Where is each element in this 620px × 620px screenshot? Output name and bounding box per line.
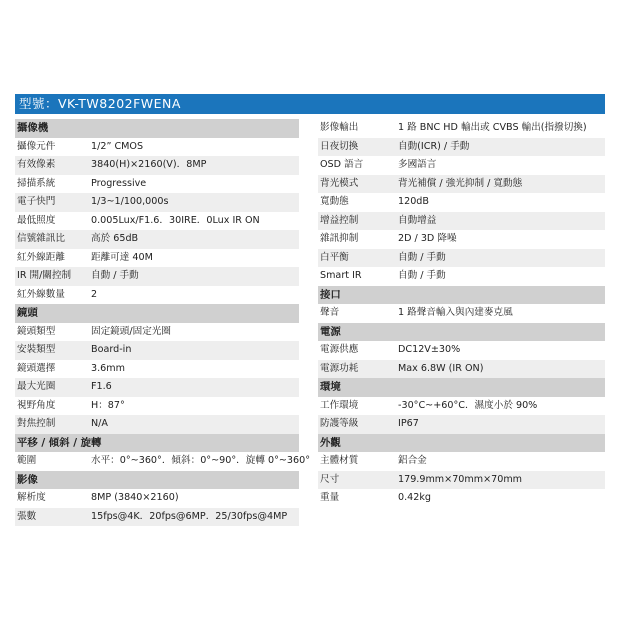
spec-value: 自動 / 手動: [398, 270, 446, 281]
spec-label: 鏡頭類型: [17, 325, 56, 337]
spec-label: 視野角度: [17, 399, 56, 411]
spec-value: N/A: [91, 418, 108, 429]
spec-row: [318, 341, 605, 360]
spec-row: [318, 193, 605, 212]
spec-row: [318, 267, 605, 286]
spec-value: 179.9mm×70mm×70mm: [398, 473, 523, 485]
spec-label: 寬動態: [320, 196, 349, 207]
spec-row: [318, 360, 605, 379]
spec-value: DC12V±30%: [398, 344, 461, 355]
spec-label: 電源供應: [320, 344, 359, 355]
spec-row: [318, 397, 605, 416]
spec-value: 背光補償 / 強光抑制 / 寬動態: [398, 177, 523, 189]
spec-label: 攝像元件: [17, 140, 56, 152]
spec-row: [318, 175, 605, 194]
spec-value: -30°C~+60°C．濕度小於 90%: [398, 399, 538, 411]
section-header: [318, 434, 605, 453]
spec-value: 自動 / 手動: [398, 251, 446, 263]
spec-label: 範圍: [17, 455, 37, 466]
section-title: 平移 / 傾斜 / 旋轉: [17, 436, 102, 449]
section-header: [15, 304, 299, 323]
spec-row: [318, 230, 605, 249]
spec-label: 信號雜訊比: [17, 233, 65, 244]
spec-row: [15, 452, 311, 471]
spec-row: [318, 471, 605, 490]
spec-label: OSD 語言: [320, 159, 364, 170]
spec-column-right: [318, 119, 605, 508]
spec-value: 距離可達 40M: [91, 251, 153, 263]
section-title: 影像: [17, 473, 38, 486]
spec-label: 影像輸出: [320, 122, 359, 133]
spec-label: 增益控制: [320, 214, 359, 226]
spec-value: 3840(H)×2160(V)．8MP: [91, 159, 207, 170]
spec-row: [318, 415, 605, 434]
section-header: [318, 286, 605, 305]
section-header: [318, 323, 605, 342]
spec-row: [15, 156, 299, 175]
spec-row: [15, 193, 299, 212]
spec-row: [15, 249, 299, 268]
spec-row: [318, 119, 605, 138]
spec-label: 有效像素: [17, 159, 56, 170]
spec-value: Board-in: [91, 344, 132, 355]
spec-value: 水平：0°~360°．傾斜：0°~90°．旋轉 0°~360°: [91, 455, 311, 466]
spec-label: 雜訊抑制: [320, 233, 359, 244]
spec-value: F1.6: [91, 381, 112, 392]
spec-label: 對焦控制: [17, 418, 56, 429]
spec-row: [15, 341, 299, 360]
spec-label: Smart IR: [320, 270, 362, 281]
section-title: 鏡頭: [17, 307, 38, 319]
spec-label: 最大光圈: [17, 381, 56, 392]
section-header: [15, 119, 299, 138]
spec-label: 重量: [320, 492, 340, 503]
spec-value: 8MP (3840×2160): [91, 492, 179, 503]
spec-row: [318, 156, 605, 175]
spec-label: IR 開/關控制: [17, 270, 72, 281]
spec-value: 0.42kg: [398, 492, 432, 503]
spec-value: 高於 65dB: [91, 233, 139, 244]
spec-row: [15, 286, 299, 305]
spec-value: 2: [91, 288, 98, 300]
spec-label: 聲音: [320, 307, 340, 318]
section-title: 環境: [320, 381, 341, 393]
spec-value: Max 6.8W (IR ON): [398, 362, 484, 374]
spec-value: 1/2” CMOS: [91, 140, 144, 152]
spec-value: 15fps@4K．20fps@6MP．25/30fps@4MP: [91, 510, 288, 522]
spec-label: 紅外線距離: [17, 251, 65, 263]
spec-value: 1 路聲音輸入與內建麥克風: [398, 307, 513, 318]
spec-value: 固定鏡頭/固定光圈: [91, 325, 171, 337]
spec-row: [318, 249, 605, 268]
spec-row: [318, 304, 605, 323]
spec-value: 自動 / 手動: [91, 270, 139, 281]
spec-value: 自動增益: [398, 214, 437, 226]
spec-row: [15, 175, 299, 194]
spec-value: H：87°: [91, 399, 125, 411]
spec-label: 電源功耗: [320, 362, 359, 374]
spec-value: 3.6mm: [91, 362, 125, 374]
section-title: 外觀: [320, 436, 341, 449]
spec-label: 尺寸: [320, 473, 340, 485]
spec-row: [15, 378, 299, 397]
spec-label: 日夜切換: [320, 140, 359, 152]
spec-label: 主體材質: [320, 455, 359, 466]
spec-column-left: [15, 119, 311, 526]
spec-row: [318, 138, 605, 157]
spec-value: 2D / 3D 降噪: [398, 233, 457, 244]
spec-label: 背光模式: [320, 177, 359, 189]
spec-row: [15, 397, 299, 416]
section-header: [15, 434, 299, 453]
spec-label: 鏡頭選擇: [17, 362, 56, 374]
spec-label: 工作環境: [320, 399, 359, 411]
spec-row: [15, 212, 299, 231]
spec-label: 電子快門: [17, 196, 56, 207]
spec-label: 防護等級: [320, 418, 359, 429]
section-title: 攝像機: [17, 122, 49, 134]
spec-row: [15, 230, 299, 249]
spec-row: [15, 323, 299, 342]
spec-row: [318, 489, 605, 508]
section-title: 電源: [320, 325, 341, 338]
spec-row: [15, 360, 299, 379]
spec-label: 解析度: [17, 492, 46, 503]
spec-value: IP67: [398, 418, 419, 429]
spec-row: [15, 138, 299, 157]
spec-label: 紅外線數量: [17, 288, 65, 300]
spec-row: [15, 508, 299, 527]
spec-row: [318, 212, 605, 231]
spec-value: Progressive: [91, 177, 147, 189]
spec-value: 1/3~1/100,000s: [91, 196, 169, 207]
spec-label: 最低照度: [17, 214, 56, 226]
spec-label: 安裝類型: [17, 344, 56, 355]
spec-row: [15, 415, 299, 434]
spec-value: 多國語言: [398, 159, 437, 170]
spec-value: 自動(ICR) / 手動: [398, 140, 470, 152]
spec-value: 1 路 BNC HD 輸出或 CVBS 輸出(指撥切換): [398, 122, 587, 133]
model-title-bar: [15, 94, 605, 114]
spec-value: 鋁合金: [398, 455, 427, 466]
section-title: 接口: [320, 288, 341, 301]
spec-row: [15, 489, 299, 508]
spec-label: 張數: [17, 510, 37, 522]
spec-row: [15, 267, 299, 286]
spec-label: 掃描系統: [17, 177, 56, 189]
spec-row: [318, 452, 605, 471]
section-header: [15, 471, 299, 490]
section-header: [318, 378, 605, 397]
spec-value: 120dB: [398, 196, 429, 207]
spec-value: 0.005Lux/F1.6．30IRE．0Lux IR ON: [91, 214, 260, 226]
spec-label: 白平衡: [320, 251, 349, 263]
model-title: 型號：VK-TW8202FWENA: [19, 96, 181, 111]
